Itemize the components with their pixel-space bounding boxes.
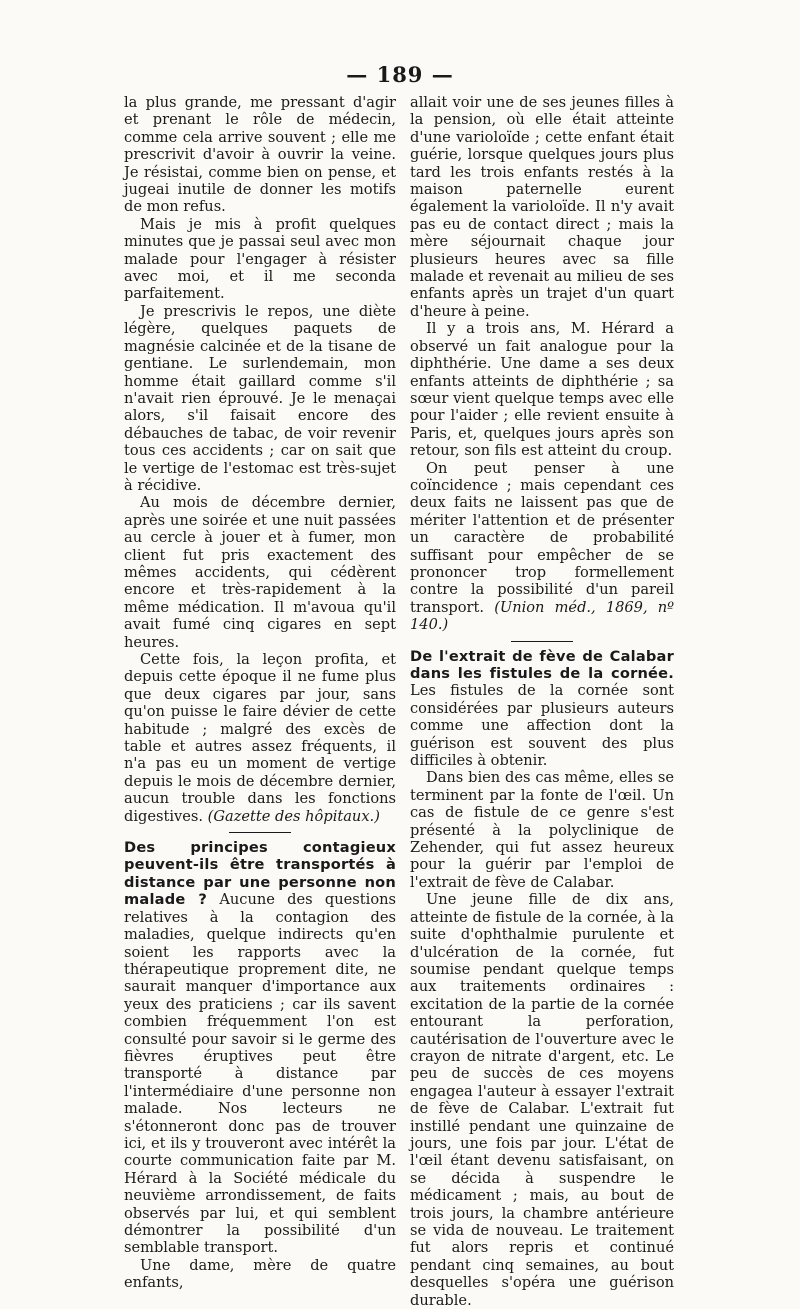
paragraph: Au mois de décembre dernier, après une soirée et une nuit passées au cercle à jouer et à fumer, mon client fut pris exactement des mêmes accidents, qui cédèrent encore et très-rapidement à la même médication. Il m'avoua qu'il avait fumé cinq cigares en sept heures. (124, 494, 396, 651)
paragraph: la plus grande, me pressant d'agir et prenant le rôle de médecin, comme cela arrive souvent ; elle me prescrivit d'avoir à ouvrir la veine. Je résistai, comme bien on pense, et jugeai inutile de donner les motifs de mon refus. (124, 94, 396, 216)
paragraph: Une jeune fille de dix ans, atteinte de fistule de la cornée, à la suite d'ophthalmie purulente et d'ulcération de la cornée, fut soumise pendant quelque temps aux traitements ordinaires : excitation de la partie de la cornée entourant la perforation, cautérisation de l'ouverture avec le crayon de nitrate d'argent, etc. Le peu de succès de ces moyens engagea l'auteur à essayer l'extrait de fève de Calabar. L'extrait fut instillé pendant une quinzaine de jours, une fois par jour. L'état de l'œil étant devenu satisfaisant, on se décida à suspendre le médicament ; mais, au bout de trois jours, la chambre antérieure se vida de nouveau. Le traitement fut alors repris et continué pendant cinq semaines, au bout desquelles s'opéra une guérison durable. (410, 891, 674, 1309)
source-citation: (Union méd., 1869, nº 140.) (410, 598, 675, 634)
article-headline: Des principes contagieux peuvent-ils être transportés à distance par une personne non malade ? (124, 839, 396, 909)
article-paragraph (410, 648, 674, 770)
left-column (124, 94, 396, 1292)
article-paragraph (124, 839, 396, 1257)
article-text: Aucune des questions relatives à la contagion des maladies, quelque indirects qu'en soient les rapports avec la thérapeutique proprement dite, ne saurait manquer d'importance aux yeux des praticiens ; car ils savent combien fréquemment l'on est consulté pour savoir si le germe des fièvres éruptives peut être transporté à distance par l'intermédiaire d'une personne non malade. Nos lecteurs ne s'étonneront donc pas de trouver ici, et ils y trouveront avec intérêt la courte communication faite par M. Hérard à la Société médicale du neuvième arrondissement, de faits observés par lui, et qui semblent démontrer la possibilité d'un semblable transport. (124, 891, 396, 1257)
paragraph-text: Cette fois, la leçon profita, et depuis cette époque il ne fume plus que deux cigares par jour, sans qu'on puisse le faire dévier de cette habitude ; malgré des excès de table et autres assez fréquents, il n'a pas eu un moment de vertige depuis le mois de décembre dernier, aucun trouble dans les fonctions digestives. (124, 651, 396, 825)
page-number: — 189 — (346, 62, 454, 87)
paragraph: Mais je mis à profit quelques minutes que je passai seul avec mon malade pour l'engager à résister avec moi, et il me seconda parfaitement. (124, 215, 396, 303)
section-divider (229, 832, 291, 833)
paragraph: Je prescrivis le repos, une diète légère, quelques paquets de magnésie calcinée et de la tisane de gentiane. Le surlendemain, mon homme était gaillard comme s'il n'avait rien éprouvé. Je le menaçai alors, s'il faisait encore des débauches de tabac, de voir revenir tous ces accidents ; car on sait que le vertige de l'estomac est très-sujet à récidive. (124, 302, 396, 494)
paragraph: allait voir une de ses jeunes filles à la pension, où elle était atteinte d'une varioloïde ; cette enfant était guérie, lorsque quelques jours plus tard les trois enfants restés à la maison paternelle eurent également la varioloïde. Il n'y avait pas eu de contact direct ; mais la mère séjournait chaque jour plusieurs heures avec sa fille malade et revenait au milieu de ses enfants après un trajet d'un quart d'heure à peine. (410, 94, 674, 320)
paragraph: Il y a trois ans, M. Hérard a observé un fait analogue pour la diphthérie. Une dame a ses deux enfants atteints de diphthérie ; sa sœur vient quelque temps avec elle pour l'aider ; elle revient ensuite à Paris, et, quelques jours après son retour, son fils est atteint du croup. (410, 320, 674, 460)
paragraph (410, 460, 674, 634)
right-column (410, 94, 674, 1309)
section-divider (511, 641, 573, 642)
article-text: Les fistules de la cornée sont considérées par plusieurs auteurs comme une affection dont la guérison est souvent des plus difficiles à obtenir. (410, 682, 674, 770)
paragraph: Dans bien des cas même, elles se terminent par la fonte de l'œil. Un cas de fistule de ce genre s'est présenté à la polyclinique de Zehender, qui fut assez heureux pour la guérir par l'emploi de l'extrait de fève de Calabar. (410, 769, 674, 891)
source-citation: (Gazette des hôpitaux.) (207, 807, 380, 825)
paragraph (124, 651, 396, 825)
paragraph-text: On peut penser à une coïncidence ; mais cependant ces deux faits ne laissent pas que de mériter l'attention et de présenter un caractère de probabilité suffisant pour empêcher de se prononcer trop formellement contre la possibilité d'un pareil transport. (410, 459, 674, 616)
article-headline: De l'extrait de fève de Calabar dans les fistules de la cornée. (410, 647, 674, 682)
paragraph: Une dame, mère de quatre enfants, (124, 1256, 396, 1292)
